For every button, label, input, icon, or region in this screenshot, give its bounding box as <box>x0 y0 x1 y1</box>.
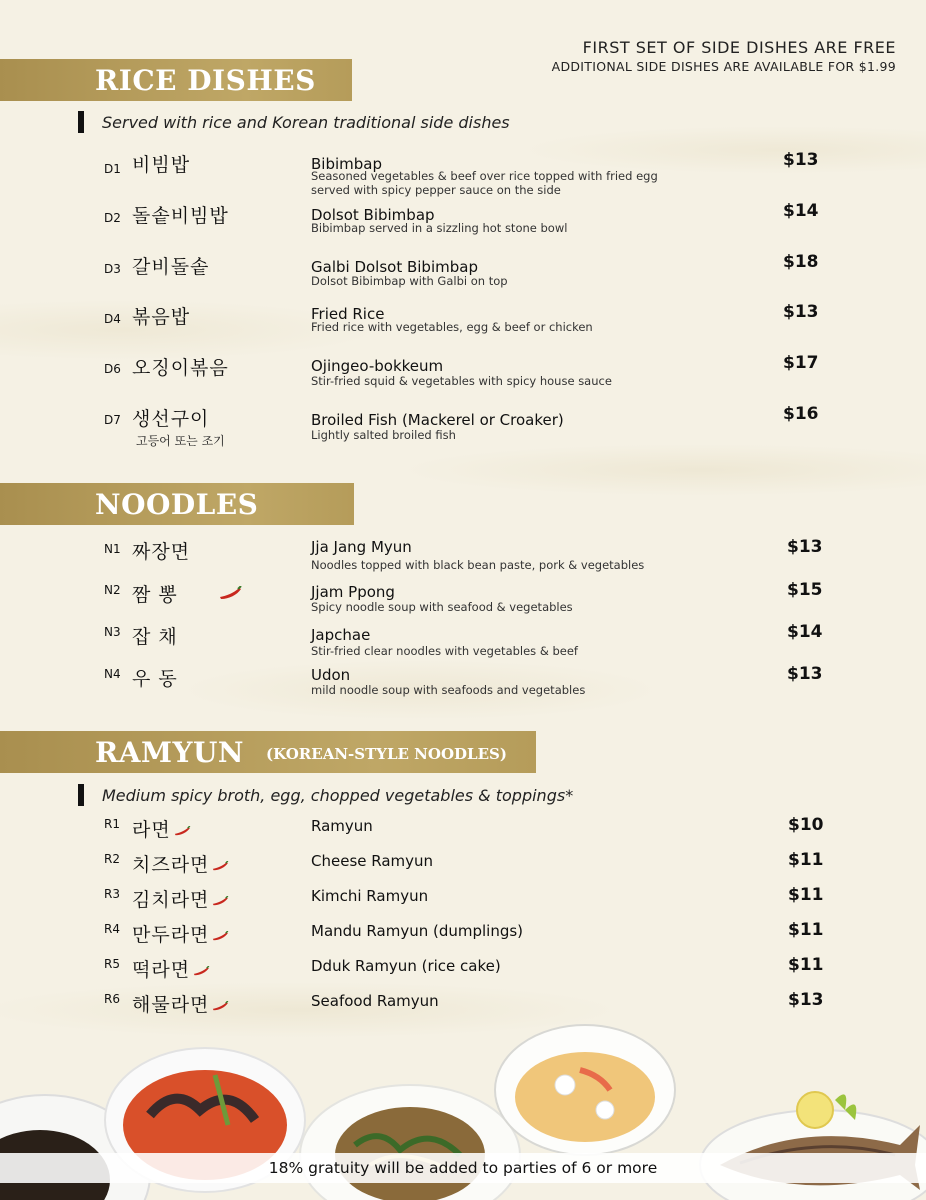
item-korean-name: 볶음밥 <box>132 306 191 328</box>
item-price: $10 <box>788 815 824 835</box>
item-code: D6 <box>104 362 121 376</box>
item-description: Stir-fried clear noodles with vegetables & beef <box>311 644 578 658</box>
item-description: Stir-fried squid & vegetables with spicy house sauce <box>311 374 612 388</box>
item-description: Spicy noodle soup with seafood & vegetables <box>311 600 573 614</box>
item-name: Japchae <box>311 626 371 644</box>
item-code: D7 <box>104 413 121 427</box>
item-korean-subtext: 고등어 또는 조기 <box>136 434 225 448</box>
side-dish-notice <box>552 38 896 74</box>
item-description: Seasoned vegetables & beef over rice topped with fried egg served with spicy pepper sauce on the side <box>311 169 658 197</box>
item-code: R5 <box>104 957 120 971</box>
item-description: mild noodle soup with seafoods and vegetables <box>311 683 586 697</box>
item-price: $13 <box>787 537 823 557</box>
item-price: $11 <box>788 850 824 870</box>
item-price: $13 <box>788 990 824 1010</box>
noodles-title: NOODLES <box>95 487 259 521</box>
item-code: D2 <box>104 211 121 225</box>
item-name: Udon <box>311 666 351 684</box>
korean-text: 만두라면 <box>132 924 210 946</box>
notice-additional-sides: ADDITIONAL SIDE DISHES ARE AVAILABLE FOR $1.99 <box>551 59 896 74</box>
item-name: Fried Rice <box>311 305 385 323</box>
item-korean-name: 짜장면 <box>132 541 191 563</box>
item-price: $17 <box>783 353 819 373</box>
item-price: $14 <box>787 622 823 642</box>
ramyun-title: RAMYUN <box>95 735 244 769</box>
ramyun-title-sub: (KOREAN-STYLE NOODLES) <box>266 745 507 763</box>
item-price: $14 <box>783 201 819 221</box>
item-korean-name: 갈비돌솥 <box>132 256 210 278</box>
spicy-pepper-icon <box>173 826 191 836</box>
item-name: Jjam Ppong <box>311 583 395 601</box>
item-price: $15 <box>787 580 823 600</box>
udon-broth <box>515 1052 655 1142</box>
item-code: R4 <box>104 922 120 936</box>
fishcake <box>555 1075 575 1095</box>
item-price: $16 <box>783 404 819 424</box>
spicy-pepper-icon <box>211 861 229 871</box>
item-korean-name <box>132 885 229 912</box>
spicy-pepper-icon <box>211 896 229 906</box>
rice-subtitle-text: Served with rice and Korean traditional side dishes <box>102 112 510 132</box>
item-price: $11 <box>788 920 824 940</box>
item-name: Cheese Ramyun <box>311 852 434 870</box>
item-name: Broiled Fish (Mackerel or Croaker) <box>311 411 564 429</box>
item-code: D3 <box>104 262 121 276</box>
korean-text: 라면 <box>132 819 171 841</box>
item-korean-name: 짬 뽕 <box>132 584 178 606</box>
rice-dishes-banner <box>0 59 352 101</box>
item-price: $11 <box>788 885 824 905</box>
spicy-pepper-icon <box>218 586 242 600</box>
item-korean-name <box>132 990 229 1017</box>
item-korean-name <box>132 955 210 982</box>
item-code: N4 <box>104 667 121 681</box>
subtitle-bar <box>78 784 84 806</box>
item-code: N2 <box>104 583 121 597</box>
spicy-pepper-icon <box>192 966 210 976</box>
item-name: Galbi Dolsot Bibimbap <box>311 258 478 276</box>
item-description: Dolsot Bibimbap with Galbi on top <box>311 274 508 288</box>
ramyun-subtitle-text: Medium spicy broth, egg, chopped vegetables & toppings* <box>102 785 574 805</box>
item-code: R1 <box>104 817 120 831</box>
item-korean-name <box>132 920 229 947</box>
item-name: Dolsot Bibimbap <box>311 206 435 224</box>
item-code: N1 <box>104 542 121 556</box>
item-code: R3 <box>104 887 120 901</box>
item-name: Jja Jang Myun <box>311 538 412 556</box>
item-code: D1 <box>104 162 121 176</box>
item-name: Seafood Ramyun <box>311 992 439 1010</box>
item-korean-name: 잡 채 <box>132 626 178 648</box>
item-price: $18 <box>783 252 819 272</box>
lemon-slice <box>797 1092 833 1128</box>
item-code: R6 <box>104 992 120 1006</box>
item-name: Dduk Ramyun (rice cake) <box>311 957 501 975</box>
item-description: Noodles topped with black bean paste, pork & vegetables <box>311 558 645 572</box>
item-name: Ojingeo-bokkeum <box>311 357 444 375</box>
gratuity-text: 18% gratuity will be added to parties of 6 or more <box>268 1159 658 1177</box>
item-price: $13 <box>783 150 819 170</box>
korean-text: 떡라면 <box>132 959 191 981</box>
item-price: $11 <box>788 955 824 975</box>
ramyun-banner <box>0 731 536 773</box>
spicy-pepper-icon <box>211 931 229 941</box>
item-korean-name <box>132 850 229 877</box>
item-name: Mandu Ramyun (dumplings) <box>311 922 524 940</box>
rice-dishes-title: RICE DISHES <box>95 63 316 97</box>
noodles-banner <box>0 483 354 525</box>
item-code: N3 <box>104 625 121 639</box>
item-price: $13 <box>787 664 823 684</box>
rice-dishes-subtitle <box>78 111 510 133</box>
item-korean-name: 생선구이 <box>132 408 210 430</box>
item-code: D4 <box>104 312 121 326</box>
item-description: Fried rice with vegetables, egg & beef or chicken <box>311 320 593 334</box>
korean-text: 김치라면 <box>132 889 210 911</box>
item-korean-name: 우 동 <box>132 668 178 690</box>
ramyun-subtitle <box>78 784 573 806</box>
item-korean-name: 오징이볶음 <box>132 357 229 379</box>
item-korean-name: 돌솥비빔밥 <box>132 205 229 227</box>
spicy-pepper-icon <box>211 1001 229 1011</box>
item-name: Ramyun <box>311 817 373 835</box>
subtitle-bar <box>78 111 84 133</box>
item-description: Bibimbap served in a sizzling hot stone bowl <box>311 221 568 235</box>
item-name: Bibimbap <box>311 155 382 173</box>
item-price: $13 <box>783 302 819 322</box>
item-description: Lightly salted broiled fish <box>311 428 456 442</box>
fishcake <box>596 1101 614 1119</box>
item-korean-name <box>132 815 191 842</box>
item-name: Kimchi Ramyun <box>311 887 429 905</box>
notice-free-sides: FIRST SET OF SIDE DISHES ARE FREE <box>582 38 896 57</box>
korean-text: 치즈라면 <box>132 854 210 876</box>
item-korean-name: 비빔밥 <box>132 154 191 176</box>
item-code: R2 <box>104 852 120 866</box>
korean-text: 해물라면 <box>132 994 210 1016</box>
gratuity-footer <box>0 1153 926 1183</box>
